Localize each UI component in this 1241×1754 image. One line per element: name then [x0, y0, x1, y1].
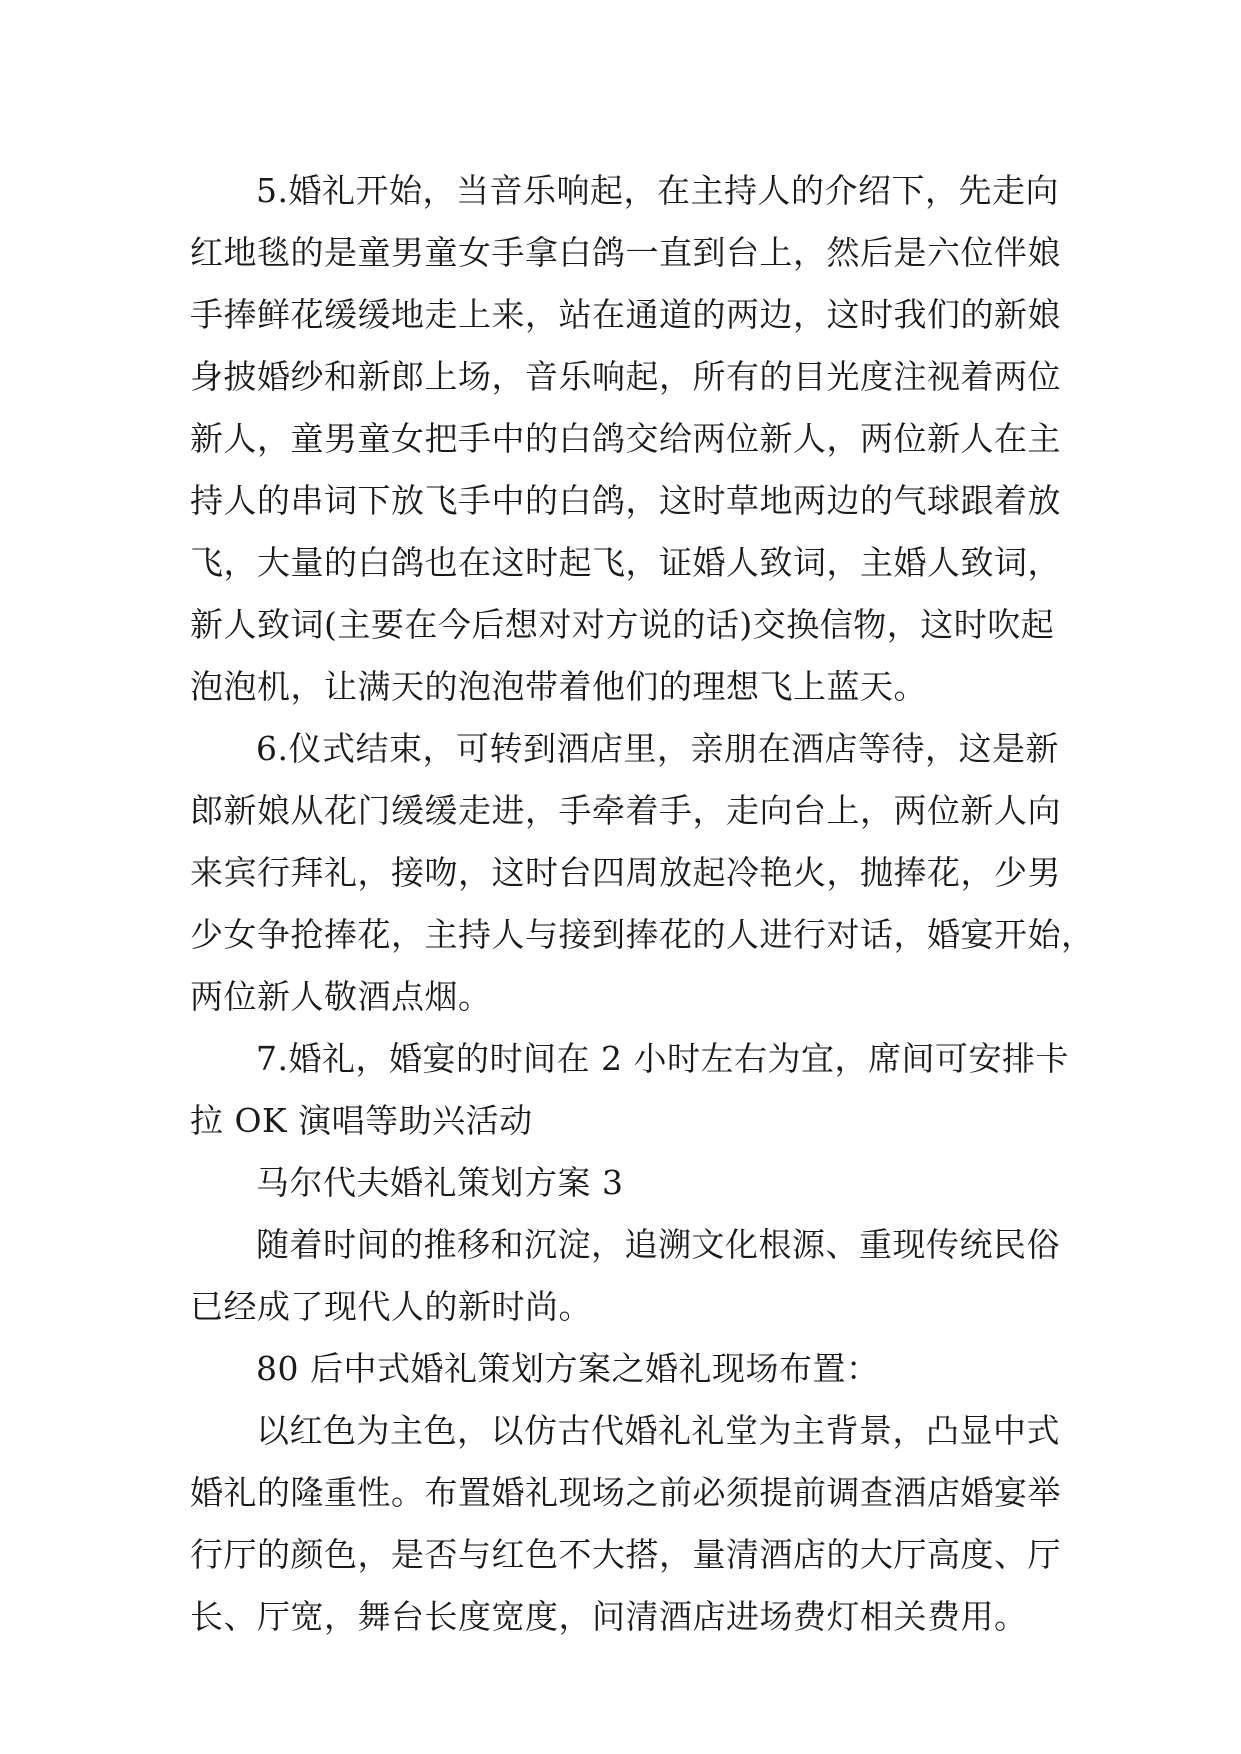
text-line: 飞，大量的白鸽也在这时起飞，证婚人致词，主婚人致词，: [190, 543, 1061, 582]
text-line: 红地毯的是童男童女手拿白鸽一直到台上，然后是六位伴娘: [190, 233, 1061, 272]
section-heading: [190, 1152, 1070, 1214]
text-line: 郎新娘从花门缓缓走进，手牵着手，走向台上，两位新人向: [190, 791, 1061, 830]
text-line: 7.婚礼，婚宴的时间在 2 小时左右为宜，席间可安排卡: [256, 1039, 1069, 1078]
text-line: 少女争抢捧花，主持人与接到捧花的人进行对话，婚宴开始，: [190, 915, 1095, 954]
text-line: 随着时间的推移和沉淀，追溯文化根源、重现传统民俗: [256, 1225, 1060, 1264]
text-line: 两位新人敬酒点烟。: [190, 977, 492, 1016]
text-line: 行厅的颜色，是否与红色不大搭，量清酒店的大厅高度、厅: [190, 1535, 1061, 1574]
paragraph-ceremony-start: [190, 160, 1070, 718]
text-line: 已经成了现代人的新时尚。: [190, 1287, 592, 1326]
text-line: 手捧鲜花缓缓地走上来，站在通道的两边，这时我们的新娘: [190, 295, 1061, 334]
text-line: 来宾行拜礼，接吻，这时台四周放起冷艳火，抛捧花，少男: [190, 853, 1061, 892]
text-line: 5.婚礼开始，当音乐响起，在主持人的介绍下，先走向: [256, 171, 1059, 210]
text-line: 新人，童男童女把手中的白鸽交给两位新人，两位新人在主: [190, 419, 1061, 458]
text-line: 拉 OK 演唱等助兴活动: [190, 1101, 533, 1140]
text-line: 婚礼的隆重性。布置婚礼现场之前必须提前调查酒店婚宴举: [190, 1473, 1061, 1512]
paragraph-ceremony-end: [190, 718, 1095, 1028]
document-body: [190, 160, 1095, 1648]
text-line: 80 后中式婚礼策划方案之婚礼现场布置：: [256, 1349, 880, 1388]
text-line: 长、厅宽，舞台长度宽度，问清酒店进场费灯相关费用。: [190, 1597, 1028, 1636]
paragraph-tradition: [190, 1214, 1070, 1338]
text-line: 新人致词(主要在今后想对对方说的话)交换信物，这时吹起: [190, 605, 1055, 644]
text-line: 身披婚纱和新郎上场，音乐响起，所有的目光度注视着两位: [190, 357, 1061, 396]
text-line: 泡泡机，让满天的泡泡带着他们的理想飞上蓝天。: [190, 667, 927, 706]
text-line: 6.仪式结束，可转到酒店里，亲朋在酒店等待，这是新: [256, 729, 1059, 768]
subsection-heading: [190, 1338, 1070, 1400]
text-line: 马尔代夫婚礼策划方案 3: [256, 1163, 624, 1202]
text-line: 以红色为主色，以仿古代婚礼礼堂为主背景，凸显中式: [256, 1411, 1060, 1450]
text-line: 持人的串词下放飞手中的白鸽，这时草地两边的气球跟着放: [190, 481, 1061, 520]
paragraph-venue-setup: [190, 1400, 1070, 1648]
paragraph-banquet-time: [190, 1028, 1070, 1152]
